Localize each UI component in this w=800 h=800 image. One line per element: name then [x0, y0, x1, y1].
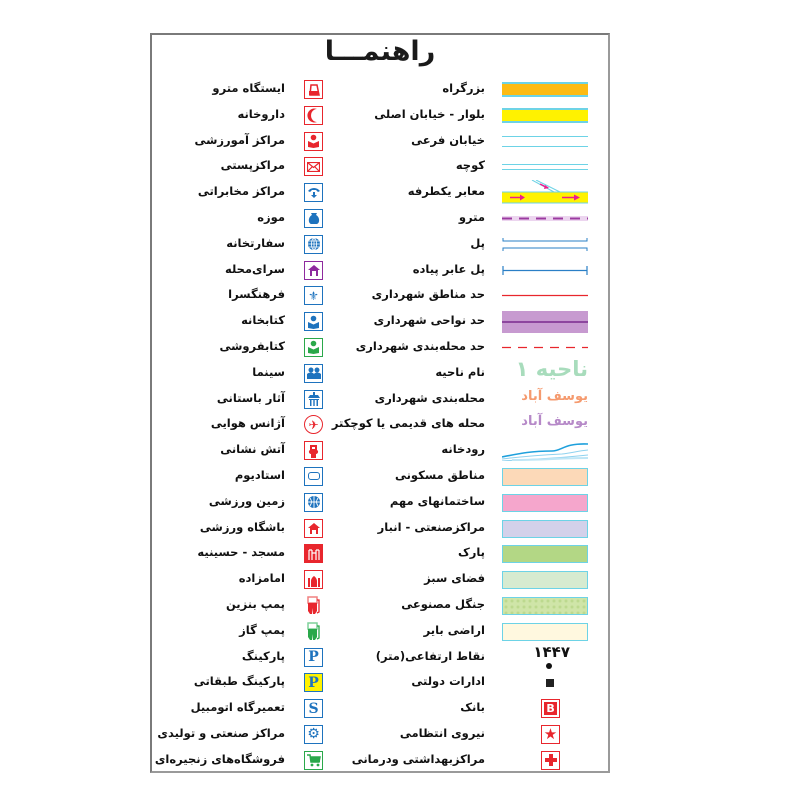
legend-label: سرای‌محله [224, 261, 285, 276]
historic-site-icon [304, 390, 323, 409]
legend-label: فروشگاه‌های زنجیره‌ای [154, 751, 285, 766]
legend-label: اراضی بایر [423, 622, 485, 637]
legend-row-secondary-street [360, 129, 590, 155]
legend-row-cinema [160, 361, 335, 387]
legend-label: پمپ گاز [239, 622, 285, 637]
legend-row-stadium [160, 464, 335, 490]
legend-label: مراکزپستی [220, 158, 285, 173]
legend-row-mosque [160, 541, 335, 567]
legend-label: حد نواحی شهرداری [373, 313, 485, 328]
bookstore-icon [304, 338, 323, 357]
green-space-swatch [502, 571, 588, 589]
legend-row-park [360, 541, 590, 567]
legend-label: تعمیرگاه اتومبیل [190, 700, 285, 715]
legend-label: ادارات دولتی [411, 674, 485, 689]
legend-row-chain-store [154, 748, 335, 774]
stadium-icon [304, 467, 323, 486]
legend-label: مراکز مخابراتی [197, 184, 285, 199]
residential-swatch [502, 468, 588, 486]
secondary-street-lines [502, 136, 588, 147]
legend-label: رودخانه [441, 442, 485, 457]
embassy-icon [304, 235, 323, 254]
legend-label: زمین ورزشی [208, 493, 285, 508]
legend-row-airline [160, 412, 335, 438]
legend-row-metro [360, 206, 590, 232]
sports-club-icon [304, 519, 323, 538]
legend-label: کتابخانه [241, 313, 285, 328]
legend-label: سینما [252, 364, 285, 379]
legend-row-boulevard [360, 103, 590, 129]
legend-row-sports-club [160, 516, 335, 542]
cinema-icon [304, 364, 323, 383]
legend-label: پمپ بنزین [225, 596, 285, 611]
legend-label: مسجد - حسینیه [197, 545, 285, 560]
legend-row-shrine [160, 567, 335, 593]
legend-label: پل عابر پیاده [412, 261, 485, 276]
legend-row-post [160, 154, 335, 180]
library-icon [304, 312, 323, 331]
legend-label: محله‌بندی شهرداری [374, 390, 485, 405]
legend-row-bridge [360, 232, 590, 258]
river-lines [502, 439, 588, 461]
legend-row-highway [360, 77, 590, 103]
legend-label: محله های قدیمی یا کوچکتر [331, 416, 485, 431]
legend-row-health [351, 748, 590, 774]
zone-name-sample: ناحیه ۱ [515, 356, 588, 381]
elevation-dot-icon [546, 663, 552, 669]
zone-boundary-band [502, 311, 588, 333]
district-boundary-line [502, 288, 588, 303]
legend-row-residential [360, 464, 590, 490]
parking-icon: P [304, 648, 323, 667]
artificial-forest-swatch [502, 597, 588, 615]
legend-title: راهنمـــا [324, 36, 436, 67]
health-center-icon [541, 751, 560, 770]
legend-label: پارکینگ [241, 648, 285, 663]
legend-label: مراکز آمورزشی [194, 132, 285, 147]
legend-label: کوچه [455, 158, 485, 173]
mosque-icon [304, 544, 323, 563]
legend-row-industry [157, 722, 335, 748]
legend-label: کتابفروشی [219, 338, 285, 353]
legend-row-one-way [360, 180, 590, 206]
police-icon: ★ [541, 725, 560, 744]
cng-station-icon [304, 622, 323, 641]
boulevard-swatch [502, 108, 588, 123]
chain-store-icon [304, 751, 323, 770]
legend-label: حد مناطق شهرداری [371, 287, 485, 302]
community-center-icon [304, 261, 323, 280]
legend-row-green-space [360, 567, 590, 593]
legend-row-embassy [160, 232, 335, 258]
park-swatch [502, 545, 588, 563]
telecom-icon [304, 183, 323, 202]
legend-row-metro-station [160, 77, 335, 103]
legend-label: نام ناحیه [435, 364, 485, 379]
legend-row-bookstore [160, 335, 335, 361]
legend-label: آژانس هوایی [210, 416, 285, 431]
legend-row-cng-station [160, 619, 335, 645]
legend-label: بانک [460, 700, 485, 715]
education-icon [304, 132, 323, 151]
legend-row-pharmacy [160, 103, 335, 129]
industry-icon: ⚙ [304, 725, 323, 744]
legend-row-education [160, 129, 335, 155]
multistorey-parking-icon: P [304, 673, 323, 692]
legend-row-multistorey-parking [160, 670, 335, 696]
legend-row-fire-station [160, 438, 335, 464]
legend-label: نیروی انتظامی [399, 725, 485, 740]
legend-row-river [360, 438, 590, 464]
fire-station-icon [304, 441, 323, 460]
legend-label: مترو [458, 209, 485, 224]
barren-land-swatch [502, 623, 588, 641]
industrial-swatch [502, 520, 588, 538]
legend-row-district-boundary [360, 283, 590, 309]
highway-swatch [502, 82, 588, 97]
legend-label: فرهنگسرا [228, 287, 285, 302]
legend-row-library [160, 309, 335, 335]
legend-row-artificial-forest [360, 593, 590, 619]
legend-label: خیابان فرعی [411, 132, 485, 147]
legend-label: فضای سبز [424, 571, 485, 586]
legend-label: مناطق مسکونی [394, 467, 485, 482]
cultural-center-icon: ⚜ [304, 286, 323, 305]
legend-label: پارک [457, 545, 485, 560]
legend-row-sports-field [160, 490, 335, 516]
elevation-value: ۱۴۴۷ [533, 642, 570, 661]
airline-agency-icon: ✈ [304, 415, 323, 434]
car-repair-icon: S [304, 699, 323, 718]
legend-label: مراکزصنعتی - انبار [377, 519, 485, 534]
government-square-icon [546, 679, 554, 687]
metro-station-icon [304, 80, 323, 99]
neighborhood-name-sample: یوسف آباد [521, 388, 588, 404]
museum-icon [304, 209, 323, 228]
legend-label: پارکینگ طبقاتی [193, 674, 285, 689]
pharmacy-icon [304, 106, 323, 125]
legend-label: بزرگراه [442, 81, 485, 95]
legend-row-government [360, 670, 590, 696]
gas-station-icon [304, 596, 323, 615]
one-way-arrows [502, 180, 588, 204]
legend-row-alley [360, 154, 590, 180]
alley-lines [502, 164, 588, 170]
legend-left-column [154, 77, 335, 774]
old-neighborhood-name-sample: یوسف آباد [521, 414, 588, 430]
legend-label: ایستگاه مترو [212, 81, 285, 95]
bank-icon: B [541, 699, 560, 718]
neighborhood-boundary-dashes [502, 340, 588, 355]
legend-row-industrial [360, 516, 590, 542]
legend-row-cultural-center [160, 283, 335, 309]
legend-row-historic [160, 387, 335, 413]
legend-label: آثار باستانی [216, 390, 285, 405]
legend-label: امامزاده [238, 571, 285, 586]
legend-row-pedestrian-bridge [360, 258, 590, 284]
legend-row-bank [360, 696, 590, 722]
legend-row-telecom [160, 180, 335, 206]
legend-row-zone-boundary [360, 309, 590, 335]
legend-label: نقاط ارتفاعی(متر) [375, 648, 485, 663]
legend-label: موزه [257, 209, 285, 224]
legend-label: معابر یکطرفه [407, 184, 485, 199]
metro-dashed-line [502, 211, 588, 226]
shrine-icon [304, 570, 323, 589]
legend-label: پل [470, 235, 485, 250]
legend-label: مراکزبهداشتی ودرمانی [351, 751, 485, 766]
legend-label: جنگل مصنوعی [401, 596, 485, 611]
legend-label: حد محله‌بندی شهرداری [355, 338, 485, 353]
sports-field-icon [304, 493, 323, 512]
legend-row-zone-name [360, 356, 590, 387]
legend-label: مراکز صنعتی و تولیدی [157, 725, 285, 740]
legend-row-important-buildings [360, 490, 590, 516]
legend-label: آتش نشانی [220, 442, 285, 457]
legend-row-car-repair [160, 696, 335, 722]
pedestrian-bridge-line [502, 263, 588, 278]
legend-row-barren-land [360, 619, 590, 645]
legend-right-column [331, 77, 590, 774]
legend-label: استادیوم [234, 467, 285, 482]
legend-row-old-neighborhood [331, 412, 590, 438]
important-buildings-swatch [502, 494, 588, 512]
legend-row-museum [160, 206, 335, 232]
legend-label: بلوار - خیابان اصلی [374, 106, 485, 121]
legend-label: باشگاه ورزشی [199, 519, 285, 534]
legend-label: داروخانه [237, 106, 285, 121]
legend-row-police [360, 722, 590, 748]
legend-row-elevation [360, 642, 590, 671]
legend-row-community-center [160, 258, 335, 284]
post-office-icon [304, 157, 323, 176]
legend-row-parking [160, 645, 335, 671]
legend-row-neighborhood-name [360, 387, 590, 413]
bridge-lines [502, 237, 588, 252]
legend-row-gas-station [160, 593, 335, 619]
legend-label: ساختمانهای مهم [389, 493, 485, 508]
legend-label: سفارتخانه [226, 235, 285, 250]
